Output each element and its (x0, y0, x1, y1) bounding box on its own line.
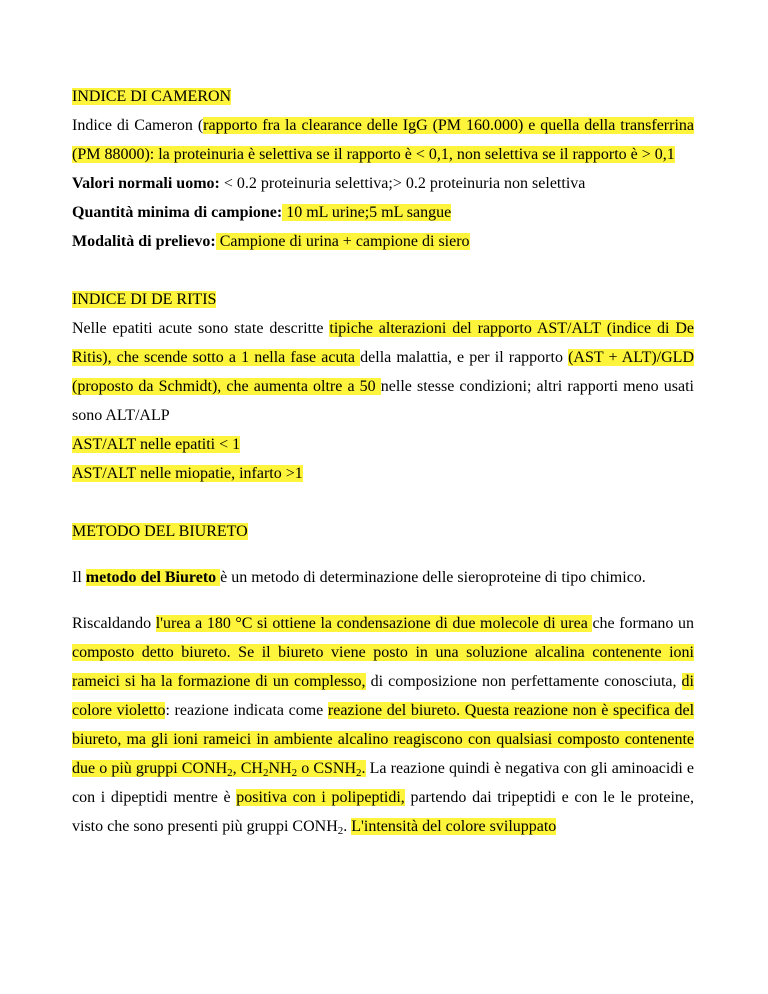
cameron-sample-quantity: Quantità minima di campione: 10 mL urine;5 mL sangue (72, 204, 452, 221)
cameron-normal-values: Valori normali uomo: < 0.2 proteinuria selettiva;> 0.2 proteinuria non selettiva (72, 175, 586, 192)
spacer (72, 256, 694, 285)
spacer (72, 546, 694, 563)
document-page (72, 82, 694, 841)
deritis-line-hepatitis: AST/ALT nelle epatiti < 1 (72, 436, 241, 453)
cameron-definition: Indice di Cameron (rapporto fra la clearance delle IgG (PM 160.000) e quella della transferrina (PM 88000): la proteinuria è selettiva se il rapporto è < 0,1, non selettiva se il rapporto è > 0,1 (72, 117, 694, 163)
biureto-paragraph-1: Il metodo del Biureto è un metodo di determinazione delle sieroproteine di tipo chimico. (72, 569, 646, 586)
deritis-line-myopathy: AST/ALT nelle miopatie, infarto >1 (72, 465, 303, 482)
spacer (72, 592, 694, 609)
biureto-highlight-formulas: reazione del biureto. Questa reazione non è specifica del biureto, ma gli ioni rameici in ambiente alcalino reagiscono con qualsiasi composto contenente due o più gruppi $CONH_2$, $CH_2NH_2$ o $CSNH_2$. (72, 702, 695, 779)
biureto-heading: METODO DEL BIURETO (72, 523, 248, 540)
cameron-heading: INDICE DI CAMERON (72, 88, 232, 105)
biureto-paragraph-2: Riscaldando l'urea a 180 °C si ottiene la condensazione di due molecole di urea che formano un composto detto biureto. Se il biureto viene posto in una soluzione alcalina contenente ioni rameici si ha la formazione di un complesso, di composizione non perfettamente conosciuta, di colore violetto: reazione indicata come reazione del biureto. Questa reazione non è specifica del biureto, ma gli ioni rameici in ambiente alcalino reagiscono con qualsiasi composto contenente due o più gruppi $CONH_2$, $CH_2NH_2$ o $CSNH_2$. La reazione quindi è negativa con gli aminoacidi e con i dipeptidi mentre è positiva con i polipeptidi, partendo dai tripeptidi e con le le proteine, visto che sono presenti più gruppi $CONH_2$. L'intensità del colore sviluppato (72, 615, 695, 837)
spacer (72, 488, 694, 517)
cameron-sampling-mode: Modalità di prelievo: Campione di urina + campione di siero (72, 233, 470, 250)
deritis-paragraph: Nelle epatiti acute sono state descritte tipiche alterazioni del rapporto AST/ALT (indice di De Ritis), che scende sotto a 1 nella fase acuta della malattia, e per il rapporto (AST + ALT)/GLD (proposto da Schmidt), che aumenta oltre a 50 nelle stesse condizioni; altri rapporti meno usati sono ALT/ALP (72, 320, 694, 424)
deritis-heading: INDICE DI DE RITIS (72, 291, 217, 308)
